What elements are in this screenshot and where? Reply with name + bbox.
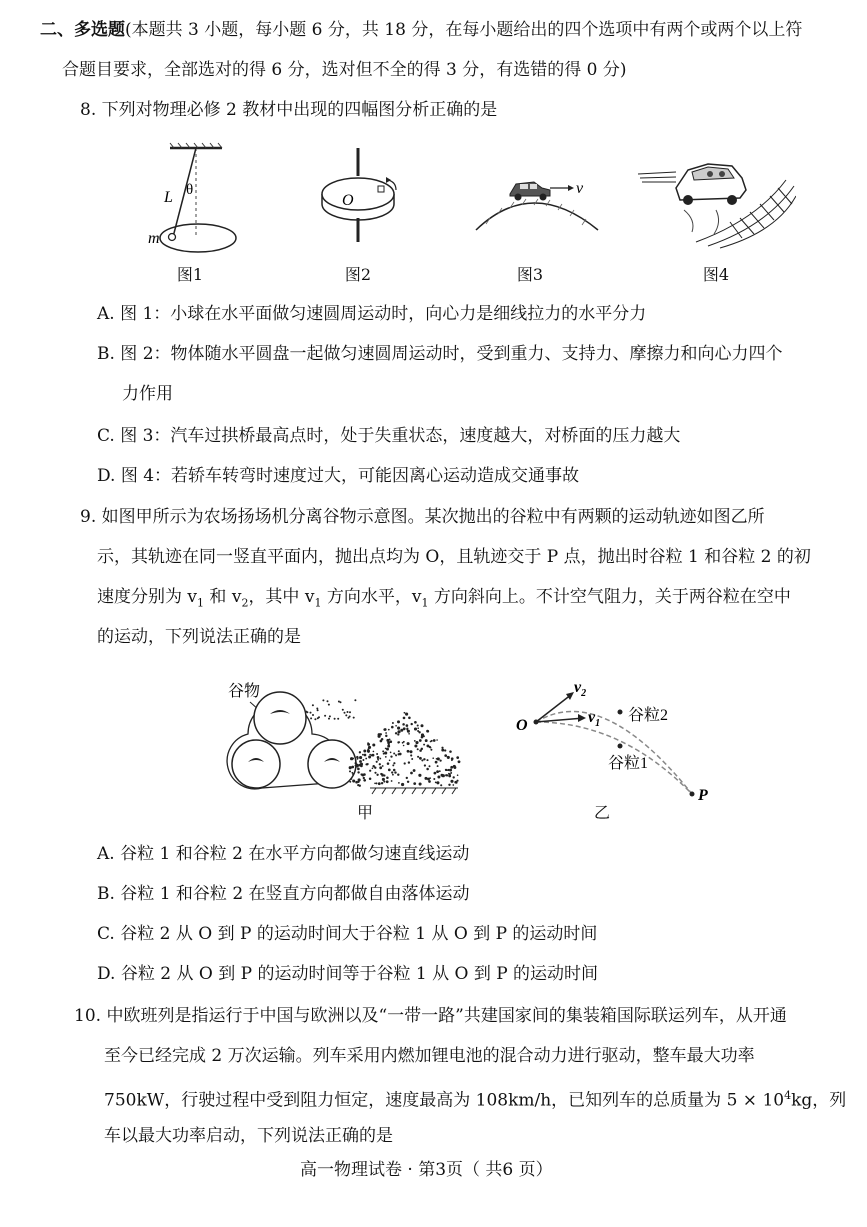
section-heading: 二、多选题 bbox=[40, 20, 125, 40]
svg-text:v1: $v_1$ bbox=[588, 709, 601, 729]
fig1-label-theta: θ bbox=[186, 182, 194, 198]
section-header bbox=[40, 18, 802, 42]
q8-figure-4 bbox=[636, 150, 796, 250]
fig4-caption: 图4 bbox=[702, 265, 730, 284]
q8-option-d: D. 图 4：若轿车转弯时速度过大，可能因离心运动造成交通事故 bbox=[97, 466, 580, 486]
q9-figure-yi bbox=[512, 672, 712, 807]
q8-option-c: C. 图 3：汽车过拱桥最高点时，处于失重状态，速度越大，对桥面的压力越大 bbox=[97, 426, 681, 446]
q8-option-a: A. 图 1：小球在水平面做匀速圆周运动时，向心力是细线拉力的水平分力 bbox=[97, 304, 647, 324]
q9-stem-4: 的运动，下列说法正确的是 bbox=[97, 627, 301, 647]
q10-stem-3: 750kW，行驶过程中受到阻力恒定，速度最高为 108km/h，已知列车的总质量为 $5 \times 10^4kg$，列 bbox=[104, 1089, 847, 1111]
section-intro-1: (本题共 3 小题，每小题 6 分，共 18 分，在每小题给出的四个选项中有两个或两个以上符 bbox=[125, 20, 803, 40]
q10-stem-1: 10. 中欧班列是指运行于中国与欧洲以及“一带一路”共建国家间的集装箱国际联运列车，从开通 bbox=[74, 1006, 787, 1026]
q8-stem: 8. 下列对物理必修 2 教材中出现的四幅图分析正确的是 bbox=[80, 100, 498, 120]
fig2-caption: 图2 bbox=[344, 265, 372, 284]
q9-stem-1: 9. 如图甲所示为农场扬场机分离谷物示意图。某次抛出的谷粒中有两颗的运动轨迹如图乙所 bbox=[80, 507, 765, 527]
q8-option-b-2: 力作用 bbox=[122, 384, 173, 404]
q10-stem-2: 至今已经完成 2 万次运输。列车采用内燃加锂电池的混合动力进行驱动，整车最大功率 bbox=[104, 1046, 755, 1066]
q9-figure-jia bbox=[220, 670, 470, 795]
section-intro-2: 合题目要求，全部选对的得 6 分，选对但不全的得 3 分，有选错的得 0 分) bbox=[62, 60, 627, 80]
q9-option-d: D. 谷粒 2 从 O 到 P 的运动时间等于谷粒 1 从 O 到 P 的运动时间 bbox=[97, 964, 599, 984]
yi-caption: 乙 bbox=[593, 803, 610, 822]
jia-caption: 甲 bbox=[356, 803, 373, 822]
yi-label-grain1: 谷粒1 bbox=[608, 755, 649, 772]
q9-stem-3: 速度分别为 $v_1$ 和 $v_2$，其中 $v_1$ 方向水平，$v_1$ 方向斜向上。不计空气阻力，关于两谷粒在空中 bbox=[97, 587, 791, 610]
yi-label-P: P bbox=[698, 787, 708, 804]
yi-label-v1: v bbox=[588, 709, 596, 726]
yi-label-O: O bbox=[516, 717, 528, 734]
fig1-caption: 图1 bbox=[176, 265, 204, 284]
fig2-label-O: O bbox=[342, 192, 354, 209]
page-footer: 高一物理试卷 · 第3页（ 共6 页） bbox=[300, 1160, 553, 1180]
q9-option-b: B. 谷粒 1 和谷粒 2 在竖直方向都做自由落体运动 bbox=[97, 884, 470, 904]
q9-option-a: A. 谷粒 1 和谷粒 2 在水平方向都做匀速直线运动 bbox=[97, 844, 470, 864]
svg-text:v2: $v_2$ bbox=[574, 679, 587, 699]
jia-label-grain: 谷物 bbox=[228, 683, 261, 700]
q9-stem-2: 示，其轨迹在同一竖直平面内，抛出点均为 O，且轨迹交于 P 点，抛出时谷粒 1 和谷粒 2 的初 bbox=[97, 547, 811, 567]
fig3-caption: 图3 bbox=[516, 265, 544, 284]
q8-figure-1 bbox=[140, 142, 270, 257]
yi-label-grain2: 谷粒2 bbox=[628, 707, 669, 724]
yi-label-v2: v bbox=[574, 679, 582, 696]
q8-option-b-1: B. 图 2：物体随水平圆盘一起做匀速圆周运动时，受到重力、支持力、摩擦力和向心力四个 bbox=[97, 344, 783, 364]
fig3-label-v: v bbox=[576, 180, 584, 197]
q9-option-c: C. 谷粒 2 从 O 到 P 的运动时间大于谷粒 1 从 O 到 P 的运动时间 bbox=[97, 924, 598, 944]
q8-figure-2 bbox=[310, 146, 420, 246]
fig1-label-L: L bbox=[164, 189, 173, 206]
q10-stem-4: 车以最大功率启动，下列说法正确的是 bbox=[104, 1126, 393, 1146]
q8-figure-3 bbox=[470, 160, 605, 240]
fig1-label-m: m bbox=[148, 230, 160, 247]
